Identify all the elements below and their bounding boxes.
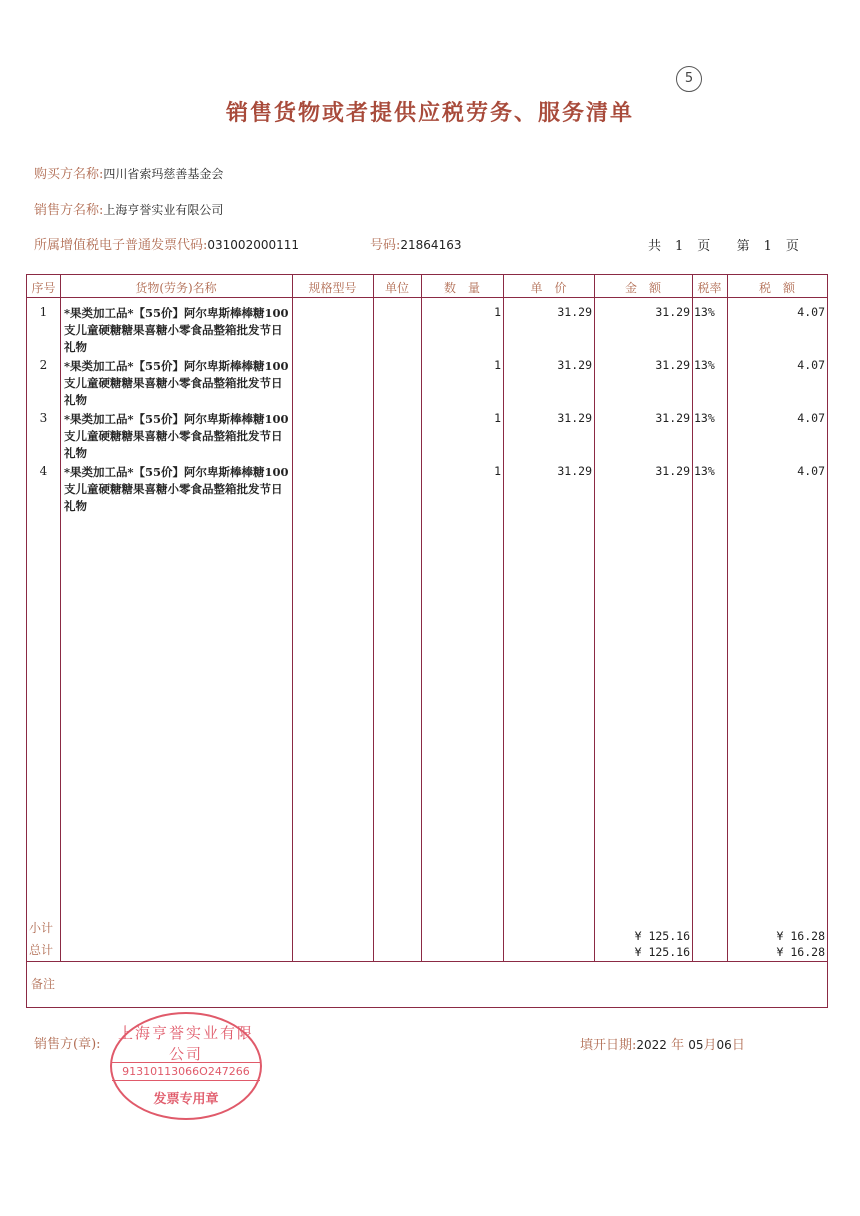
date-label: 填开日期: xyxy=(580,1038,637,1053)
pager-total: 1 xyxy=(675,239,684,254)
stamp-tax-id: 91310113066O247266 xyxy=(112,1062,260,1081)
row-number: 2 xyxy=(39,358,48,372)
row-quantity: 1 xyxy=(494,411,501,425)
row-quantity: 1 xyxy=(494,358,501,372)
row-unit-price: 31.29 xyxy=(557,464,592,478)
row-item-name: *果类加工品*【55价】阿尔卑斯棒棒糖100支儿童硬糖糖果喜糖小零食品整箱批发节日礼物 xyxy=(64,359,289,407)
row-tax-amount: 4.07 xyxy=(797,358,825,372)
row-unit-price: 31.29 xyxy=(557,411,592,425)
seller-label: 销售方名称: xyxy=(34,203,104,218)
year-unit: 年 xyxy=(671,1038,685,1053)
seller-line xyxy=(34,199,223,218)
subtotal-amount: ¥ 125.16 xyxy=(634,929,690,943)
invoice-number-label: 号码: xyxy=(370,238,401,253)
total-tax: ¥ 16.28 xyxy=(776,945,825,959)
margin-circled-mark: 5 xyxy=(676,66,702,92)
day-unit: 日 xyxy=(731,1038,745,1053)
row-amount: 31.29 xyxy=(655,358,690,372)
col-header-tax: 税 额 xyxy=(758,281,795,295)
page-title: 销售货物或者提供应税劳务、服务清单 xyxy=(225,101,634,126)
pager-unit: 页 xyxy=(697,239,711,254)
subtotal-label: 小计 xyxy=(29,921,54,935)
col-header-no: 序号 xyxy=(31,281,56,295)
buyer-label: 购买方名称: xyxy=(34,167,104,182)
row-quantity: 1 xyxy=(494,305,501,319)
seller-seal-label: 销售方(章): xyxy=(34,1037,101,1052)
subtotal-tax: ¥ 16.28 xyxy=(776,929,825,943)
row-quantity: 1 xyxy=(494,464,501,478)
row-tax-rate: 13% xyxy=(694,305,715,319)
row-item-name: *果类加工品*【55价】阿尔卑斯棒棒糖100支儿童硬糖糖果喜糖小零食品整箱批发节日礼物 xyxy=(64,306,289,354)
date-year: 2022 xyxy=(636,1038,667,1052)
col-header-name: 货物(劳务)名称 xyxy=(135,281,217,295)
stamp-company-name: 上海亨誉实业有限公司 xyxy=(117,1024,254,1063)
pager-unit-2: 页 xyxy=(785,239,799,254)
invoice-seal-stamp xyxy=(110,1012,262,1120)
row-amount: 31.29 xyxy=(655,411,690,425)
invoice-number-value: 21864163 xyxy=(400,238,462,252)
buyer-line xyxy=(34,163,223,182)
invoice-number-line xyxy=(370,234,461,253)
date-day: 06 xyxy=(716,1038,732,1052)
total-label: 总计 xyxy=(29,943,54,957)
row-number: 4 xyxy=(39,464,48,478)
row-unit-price: 31.29 xyxy=(557,305,592,319)
remarks-label: 备注 xyxy=(31,977,56,991)
row-number: 3 xyxy=(39,411,48,425)
row-item-name: *果类加工品*【55价】阿尔卑斯棒棒糖100支儿童硬糖糖果喜糖小零食品整箱批发节日礼物 xyxy=(64,465,289,513)
invoice-code-label: 所属增值税电子普通发票代码: xyxy=(34,238,208,253)
pager-total-label: 共 xyxy=(648,239,662,254)
items-table xyxy=(26,274,828,1008)
invoice-code-line xyxy=(34,234,299,253)
col-header-amount: 金 额 xyxy=(624,281,661,295)
page-counter xyxy=(648,235,818,254)
col-header-qty: 数 量 xyxy=(443,281,480,295)
row-tax-amount: 4.07 xyxy=(797,464,825,478)
row-amount: 31.29 xyxy=(655,464,690,478)
row-tax-rate: 13% xyxy=(694,464,715,478)
row-tax-amount: 4.07 xyxy=(797,411,825,425)
stamp-caption: 发票专用章 xyxy=(153,1092,219,1107)
row-tax-rate: 13% xyxy=(694,411,715,425)
buyer-name: 四川省索玛慈善基金会 xyxy=(103,167,224,181)
issue-date xyxy=(580,1034,745,1053)
row-tax-amount: 4.07 xyxy=(797,305,825,319)
row-item-name: *果类加工品*【55价】阿尔卑斯棒棒糖100支儿童硬糖糖果喜糖小零食品整箱批发节日礼物 xyxy=(64,412,289,460)
pager-current: 1 xyxy=(763,239,772,254)
month-unit: 月 xyxy=(703,1038,717,1053)
total-amount: ¥ 125.16 xyxy=(634,945,690,959)
seller-name: 上海亨誉实业有限公司 xyxy=(103,203,224,217)
date-month: 05 xyxy=(688,1038,704,1052)
col-header-price: 单 价 xyxy=(530,281,567,295)
row-tax-rate: 13% xyxy=(694,358,715,372)
row-unit-price: 31.29 xyxy=(557,358,592,372)
col-header-rate: 税率 xyxy=(697,281,722,295)
row-number: 1 xyxy=(39,305,48,319)
col-header-spec: 规格型号 xyxy=(308,281,357,295)
row-amount: 31.29 xyxy=(655,305,690,319)
invoice-code-value: 031002000111 xyxy=(207,238,300,252)
col-header-unit: 单位 xyxy=(384,281,409,295)
pager-current-label: 第 xyxy=(736,239,750,254)
